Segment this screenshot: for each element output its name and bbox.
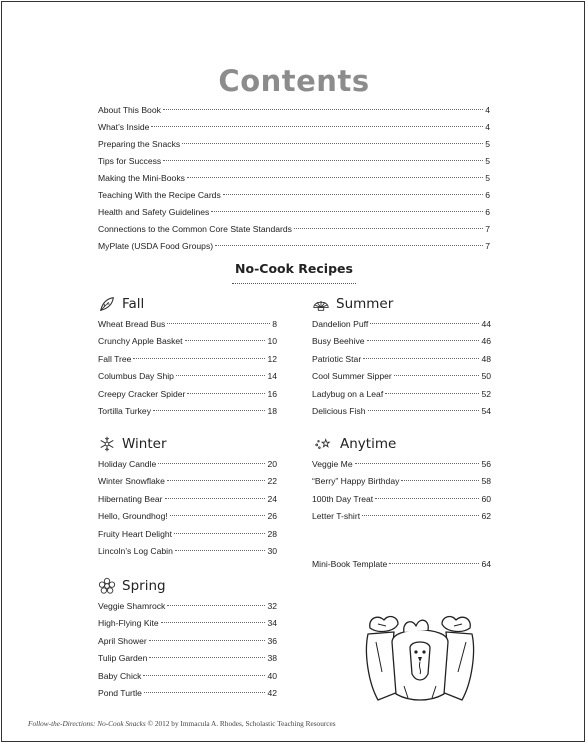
- section-spring: [98, 576, 277, 702]
- recipe-entry[interactable]: Tortilla Turkey 18: [98, 405, 277, 416]
- section-title-spring: Spring: [98, 576, 277, 596]
- recipe-entry[interactable]: Cool Summer Sipper 50: [312, 371, 491, 382]
- recipe-entry[interactable]: Fruity Heart Delight 28: [98, 528, 277, 539]
- page-title: Contents: [218, 64, 370, 98]
- section-title-fall: Fall: [98, 294, 277, 314]
- recipe-entry[interactable]: Hello, Groundhog! 26: [98, 511, 277, 522]
- recipe-entry[interactable]: Crunchy Apple Basket 10: [98, 336, 277, 347]
- recipe-entry[interactable]: 100th Day Treat 60: [312, 493, 491, 504]
- recipe-entry[interactable]: Dandelion Puff 44: [312, 319, 491, 329]
- recipe-entry[interactable]: Ladybug on a Leaf 52: [312, 388, 491, 399]
- recipe-entry[interactable]: Busy Beehive 46: [312, 336, 491, 347]
- toc-entry[interactable]: Preparing the Snacks 5: [98, 139, 490, 149]
- tortilla-turkey-illustration: [358, 612, 482, 707]
- recipe-entry[interactable]: Holiday Candle 20: [98, 459, 277, 469]
- recipe-entry[interactable]: Veggie Shamrock 32: [98, 601, 277, 611]
- recipes-heading: No-Cook Recipes: [235, 261, 353, 276]
- section-title-winter: Winter: [98, 434, 277, 454]
- mini-book-template-entry[interactable]: Mini-Book Template 64: [312, 559, 491, 569]
- recipe-entry[interactable]: Winter Snowflake 22: [98, 476, 277, 487]
- section-title-summer: Summer: [312, 294, 491, 314]
- toc-entry[interactable]: About This Book 4: [98, 105, 490, 115]
- toc-entry[interactable]: Tips for Success 5: [98, 156, 490, 166]
- recipe-entry[interactable]: Letter T-shirt 62: [312, 511, 491, 522]
- recipe-entry[interactable]: Tulip Garden 38: [98, 653, 277, 664]
- section-template: [312, 556, 491, 573]
- leaf-icon: [98, 295, 116, 313]
- toc-entry[interactable]: Making the Mini-Books 5: [98, 173, 490, 183]
- section-winter: [98, 434, 277, 560]
- recipe-entry[interactable]: “Berry” Happy Birthday 58: [312, 476, 491, 487]
- recipe-entry[interactable]: Hibernating Bear 24: [98, 493, 277, 504]
- recipe-entry[interactable]: Creepy Cracker Spider 16: [98, 388, 277, 399]
- toc-entry[interactable]: Connections to the Common Core State Standards 7: [98, 224, 490, 234]
- front-matter-list: [98, 102, 490, 255]
- recipe-entry[interactable]: Lincoln’s Log Cabin 30: [98, 545, 277, 556]
- recipe-entry[interactable]: Wheat Bread Bus 8: [98, 319, 277, 329]
- recipe-entry[interactable]: Columbus Day Ship 14: [98, 371, 277, 382]
- section-summer: [312, 294, 491, 420]
- toc-entry[interactable]: Health and Safety Guidelines 6: [98, 207, 490, 217]
- recipe-entry[interactable]: Baby Chick 40: [98, 670, 277, 681]
- flower-icon: [98, 577, 116, 595]
- snowflake-icon: [98, 435, 116, 453]
- star-burst-icon: [312, 435, 334, 453]
- recipe-entry[interactable]: Fall Tree 12: [98, 353, 277, 364]
- shell-icon: [312, 295, 330, 313]
- recipe-entry[interactable]: High-Flying Kite 34: [98, 618, 277, 629]
- recipe-entry[interactable]: Patriotic Star 48: [312, 353, 491, 364]
- section-title-anytime: Anytime: [312, 434, 491, 454]
- copyright-footer: Follow-the-Directions: No-Cook Snacks © 2012 by Immacula A. Rhodes, Scholastic Teaching Resources: [28, 719, 336, 728]
- recipe-entry[interactable]: Delicious Fish 54: [312, 405, 491, 416]
- toc-entry[interactable]: Teaching With the Recipe Cards 6: [98, 190, 490, 200]
- section-anytime: [312, 434, 491, 526]
- recipe-entry[interactable]: April Shower 36: [98, 635, 277, 646]
- recipes-heading-underline: [232, 283, 356, 284]
- toc-entry[interactable]: MyPlate (USDA Food Groups) 7: [98, 241, 490, 251]
- toc-entry[interactable]: What’s Inside 4: [98, 122, 490, 132]
- section-fall: [98, 294, 277, 420]
- recipe-entry[interactable]: Pond Turtle 42: [98, 687, 277, 698]
- recipe-entry[interactable]: Veggie Me 56: [312, 459, 491, 469]
